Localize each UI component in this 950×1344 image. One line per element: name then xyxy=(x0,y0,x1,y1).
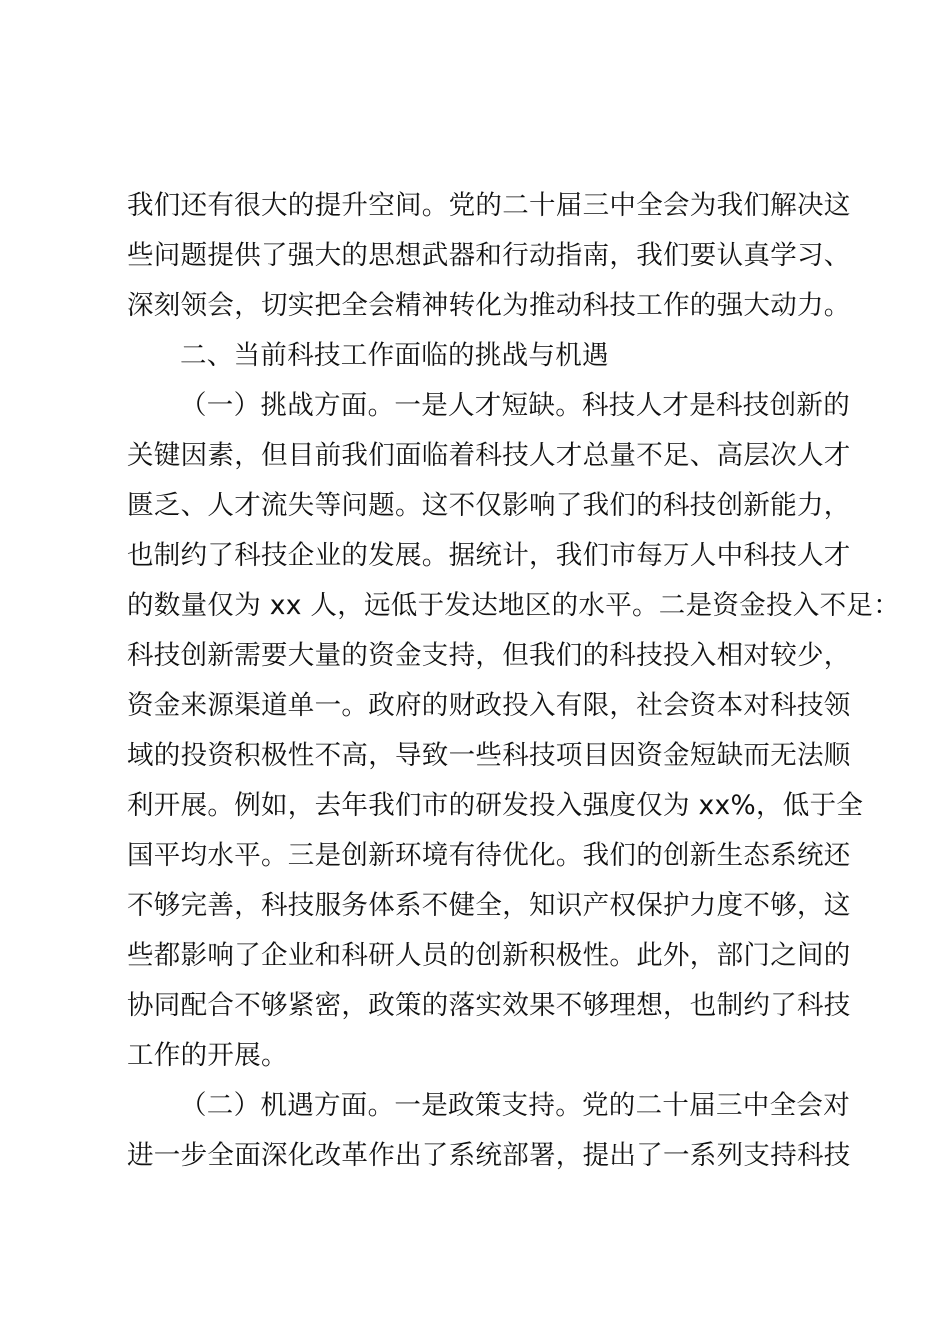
text-line-12: 域的投资积极性不高，导致一些科技项目因资金短缺而无法顺 xyxy=(127,740,851,771)
text-line-1: 我们还有很大的提升空间。党的二十届三中全会为我们解决这 xyxy=(127,190,851,221)
text-line-16: 些都影响了企业和科研人员的创新积极性。此外，部门之间的 xyxy=(127,940,851,971)
text-line-19: （二）机遇方面。一是政策支持。党的二十届三中全会对 xyxy=(180,1090,850,1121)
text-line-10: 科技创新需要大量的资金支持，但我们的科技投入相对较少， xyxy=(127,640,851,671)
text-line-14: 国平均水平。三是创新环境有待优化。我们的创新生态系统还 xyxy=(127,840,851,871)
text-line-9: 的数量仅为 xx 人，远低于发达地区的水平。二是资金投入不足： xyxy=(127,590,901,621)
section-heading: 二、当前科技工作面临的挑战与机遇 xyxy=(180,340,609,371)
text-line-15: 不够完善，科技服务体系不健全，知识产权保护力度不够，这 xyxy=(127,890,851,921)
text-line-7: 匮乏、人才流失等问题。这不仅影响了我们的科技创新能力， xyxy=(127,490,851,521)
text-line-17: 协同配合不够紧密，政策的落实效果不够理想，也制约了科技 xyxy=(127,990,851,1021)
text-line-5: （一）挑战方面。一是人才短缺。科技人才是科技创新的 xyxy=(180,390,850,421)
text-line-18: 工作的开展。 xyxy=(127,1040,288,1071)
text-line-13: 利开展。例如，去年我们市的研发投入强度仅为 xx%，低于全 xyxy=(127,790,864,821)
text-line-6: 关键因素，但目前我们面临着科技人才总量不足、高层次人才 xyxy=(127,440,851,471)
text-line-3: 深刻领会，切实把全会精神转化为推动科技工作的强大动力。 xyxy=(127,290,851,321)
text-line-20: 进一步全面深化改革作出了系统部署，提出了一系列支持科技 xyxy=(127,1140,851,1171)
text-line-2: 些问题提供了强大的思想武器和行动指南，我们要认真学习、 xyxy=(127,240,851,271)
text-line-8: 也制约了科技企业的发展。据统计，我们市每万人中科技人才 xyxy=(127,540,851,571)
text-line-11: 资金来源渠道单一。政府的财政投入有限，社会资本对科技领 xyxy=(127,690,851,721)
